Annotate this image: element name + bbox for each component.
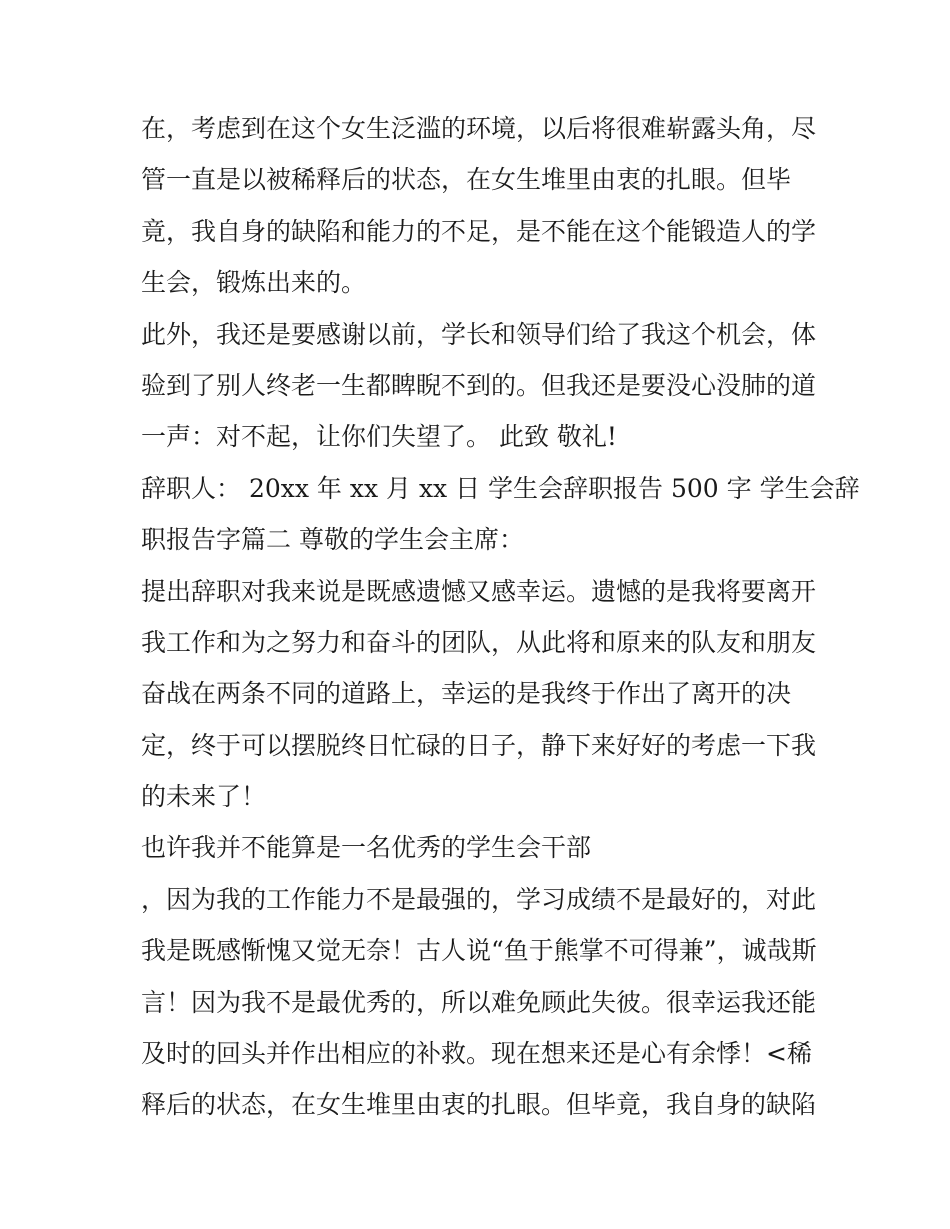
text-line: 释后的状态，在女生堆里由衷的扎眼。但毕竟，我自身的缺陷 [141, 1090, 817, 1120]
text-line: 辞职人： 20xx 年 xx 月 xx 日 学生会辞职报告 500 字 学生会辞 [141, 473, 860, 503]
text-line: 奋战在两条不同的道路上，幸运的是我终于作出了离开的决 [141, 679, 792, 709]
text-line: 管一直是以被稀释后的状态，在女生堆里由衷的扎眼。但毕 [141, 165, 792, 195]
text-line: 竟，我自身的缺陷和能力的不足，是不能在这个能锻造人的学 [141, 216, 817, 246]
text-line: 定，终于可以摆脱终日忙碌的日子，静下来好好的考虑一下我 [141, 730, 817, 760]
text-line: 言！因为我不是最优秀的，所以难免顾此失彼。很幸运我还能 [141, 987, 817, 1017]
text-line: ，因为我的工作能力不是最强的，学习成绩不是最好的，对此 [141, 884, 817, 914]
text-line: 提出辞职对我来说是既感遗憾又感幸运。遗憾的是我将要离开 [141, 576, 817, 606]
text-line: 职报告字篇二 尊敬的学生会主席： [141, 525, 524, 555]
text-line: 生会，锻炼出来的。 [141, 268, 367, 298]
body-text [141, 103, 860, 1131]
text-line: 我工作和为之努力和奋斗的团队，从此将和原来的队友和朋友 [141, 627, 817, 657]
text-line: 一声：对不起，让你们失望了。 此致 敬礼! [141, 422, 617, 452]
text-line: 验到了别人终老一生都睥睨不到的。但我还是要没心没肺的道 [141, 370, 817, 400]
text-line: 的未来了！ [141, 782, 267, 812]
text-line: 我是既感惭愧又觉无奈！古人说“鱼于熊掌不可得兼”，诚哉斯 [141, 936, 817, 966]
text-line: 在，考虑到在这个女生泛滥的环境，以后将很难崭露头角，尽 [141, 114, 817, 143]
text-line: 此外，我还是要感谢以前，学长和领导们给了我这个机会，体 [141, 319, 817, 349]
text-line: 也许我并不能算是一名优秀的学生会干部 [141, 833, 592, 863]
text-line: 及时的回头并作出相应的补救。现在想来还是心有余悸！<稀 [141, 1039, 812, 1069]
